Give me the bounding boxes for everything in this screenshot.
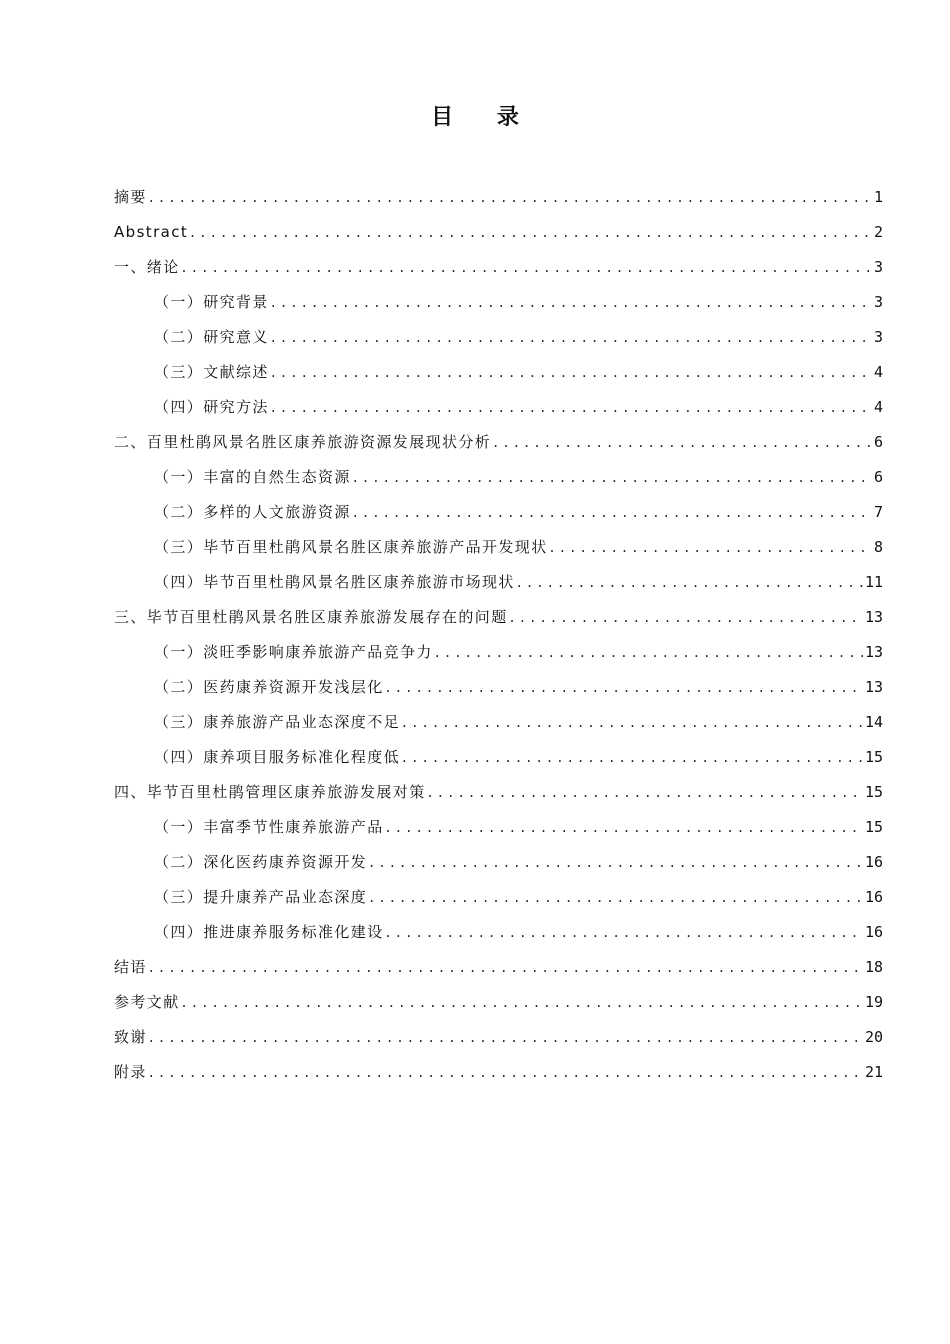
toc-dot-leader [369, 880, 863, 915]
toc-entry-label: Abstract [114, 223, 189, 241]
toc-entry-label: （三）康养旅游产品业态深度不足 [154, 713, 401, 731]
toc-dot-leader [271, 285, 872, 320]
toc-dot-leader [510, 600, 863, 635]
toc-entry[interactable] [114, 740, 883, 775]
toc-entry[interactable] [114, 600, 883, 635]
toc-entry-label: （二）医药康养资源开发浅层化 [154, 678, 384, 696]
toc-dot-leader [517, 565, 863, 600]
toc-dot-leader [386, 810, 863, 845]
toc-entry-label: （三）提升康养产品业态深度 [154, 888, 368, 906]
toc-entry[interactable] [114, 495, 883, 530]
toc-entry-page-number: 11 [864, 573, 883, 591]
toc-entry[interactable] [114, 845, 883, 880]
toc-entry-page-number: 1 [873, 188, 883, 206]
toc-entry[interactable] [114, 810, 883, 845]
toc-entry-label: （四）毕节百里杜鹃风景名胜区康养旅游市场现状 [154, 573, 515, 591]
toc-entry-page-number: 15 [864, 783, 883, 801]
toc-entry-page-number: 19 [864, 993, 883, 1011]
toc-entry[interactable] [114, 460, 883, 495]
toc-entry-label: 致谢 [114, 1028, 147, 1046]
toc-dot-leader [271, 390, 872, 425]
toc-entry-page-number: 6 [873, 468, 883, 486]
toc-entry-label: （二）多样的人文旅游资源 [154, 503, 351, 521]
toc-entry-label: （二）深化医药康养资源开发 [154, 853, 368, 871]
toc-entry-page-number: 13 [864, 608, 883, 626]
toc-entry[interactable] [114, 880, 883, 915]
toc-dot-leader [271, 320, 872, 355]
toc-dot-leader [149, 180, 872, 215]
toc-entry[interactable] [114, 180, 883, 215]
toc-entry-label: （一）研究背景 [154, 293, 269, 311]
toc-entry[interactable] [114, 355, 883, 390]
toc-dot-leader [369, 845, 863, 880]
toc-entry[interactable] [114, 635, 883, 670]
toc-entry[interactable] [114, 565, 883, 600]
toc-entry-label: （三）毕节百里杜鹃风景名胜区康养旅游产品开发现状 [154, 538, 548, 556]
toc-entry[interactable] [114, 390, 883, 425]
toc-entry[interactable] [114, 775, 883, 810]
toc-dot-leader [182, 250, 872, 285]
toc-dot-leader [271, 355, 872, 390]
toc-entry[interactable] [114, 985, 883, 1020]
toc-entry-page-number: 15 [864, 748, 883, 766]
toc-entry[interactable] [114, 250, 883, 285]
toc-entry-page-number: 8 [873, 538, 883, 556]
toc-dot-leader [353, 460, 872, 495]
toc-entry-page-number: 2 [873, 223, 883, 241]
toc-dot-leader [353, 495, 872, 530]
toc-entry[interactable] [114, 1055, 883, 1090]
toc-dot-leader [550, 530, 872, 565]
toc-dot-leader [190, 215, 872, 250]
toc-entry-page-number: 3 [873, 328, 883, 346]
toc-entry-label: （一）丰富季节性康养旅游产品 [154, 818, 384, 836]
toc-entry-page-number: 3 [873, 258, 883, 276]
toc-dot-leader [402, 705, 863, 740]
toc-entry[interactable] [114, 950, 883, 985]
toc-entry-label: 三、毕节百里杜鹃风景名胜区康养旅游发展存在的问题 [114, 608, 508, 626]
toc-entry-label: 参考文献 [114, 993, 180, 1011]
toc-entry-page-number: 13 [864, 678, 883, 696]
toc-entry[interactable] [114, 285, 883, 320]
toc-entry-label: （四）研究方法 [154, 398, 269, 416]
toc-entry-page-number: 21 [864, 1063, 883, 1081]
toc-entry[interactable] [114, 670, 883, 705]
toc-entry-page-number: 7 [873, 503, 883, 521]
toc-dot-leader [182, 985, 863, 1020]
toc-entry-page-number: 16 [864, 853, 883, 871]
toc-entry[interactable] [114, 915, 883, 950]
toc-entry-label: 摘要 [114, 188, 147, 206]
toc-entry-page-number: 20 [864, 1028, 883, 1046]
toc-dot-leader [149, 950, 863, 985]
toc-entry-page-number: 14 [864, 713, 883, 731]
toc-entry-page-number: 13 [864, 643, 883, 661]
toc-entry-page-number: 18 [864, 958, 883, 976]
toc-dot-leader [149, 1055, 863, 1090]
toc-entry-page-number: 16 [864, 923, 883, 941]
toc-entry-page-number: 15 [864, 818, 883, 836]
page-title: 目 录 [431, 105, 537, 130]
toc-entry-page-number: 4 [873, 398, 883, 416]
toc-entry[interactable] [114, 425, 883, 460]
toc-entry-label: 四、毕节百里杜鹃管理区康养旅游发展对策 [114, 783, 426, 801]
toc-entry[interactable] [114, 320, 883, 355]
toc-dot-leader [386, 915, 863, 950]
toc-dot-leader [428, 775, 863, 810]
toc-entry-label: 附录 [114, 1063, 147, 1081]
toc-entry-page-number: 6 [873, 433, 883, 451]
toc-entry[interactable] [114, 1020, 883, 1055]
toc-entry-label: （三）文献综述 [154, 363, 269, 381]
toc-entry-label: （四）康养项目服务标准化程度低 [154, 748, 401, 766]
toc-dot-leader [149, 1020, 863, 1055]
toc-dot-leader [493, 425, 872, 460]
toc-entry-page-number: 4 [873, 363, 883, 381]
toc-entry-label: 二、百里杜鹃风景名胜区康养旅游资源发展现状分析 [114, 433, 492, 451]
toc-dot-leader [435, 635, 863, 670]
toc-dot-leader [402, 740, 863, 775]
toc-entry-page-number: 3 [873, 293, 883, 311]
toc-entry[interactable] [114, 705, 883, 740]
toc-entry-page-number: 16 [864, 888, 883, 906]
toc-entry[interactable] [114, 215, 883, 250]
toc-dot-leader [386, 670, 863, 705]
toc-entry-label: （一）淡旺季影响康养旅游产品竞争力 [154, 643, 433, 661]
toc-entry-label: 结语 [114, 958, 147, 976]
toc-entry[interactable] [114, 530, 883, 565]
toc-entry-label: 一、绪论 [114, 258, 180, 276]
toc-entry-label: （一）丰富的自然生态资源 [154, 468, 351, 486]
toc-entry-label: （四）推进康养服务标准化建设 [154, 923, 384, 941]
table-of-contents [114, 180, 883, 1090]
toc-entry-label: （二）研究意义 [154, 328, 269, 346]
